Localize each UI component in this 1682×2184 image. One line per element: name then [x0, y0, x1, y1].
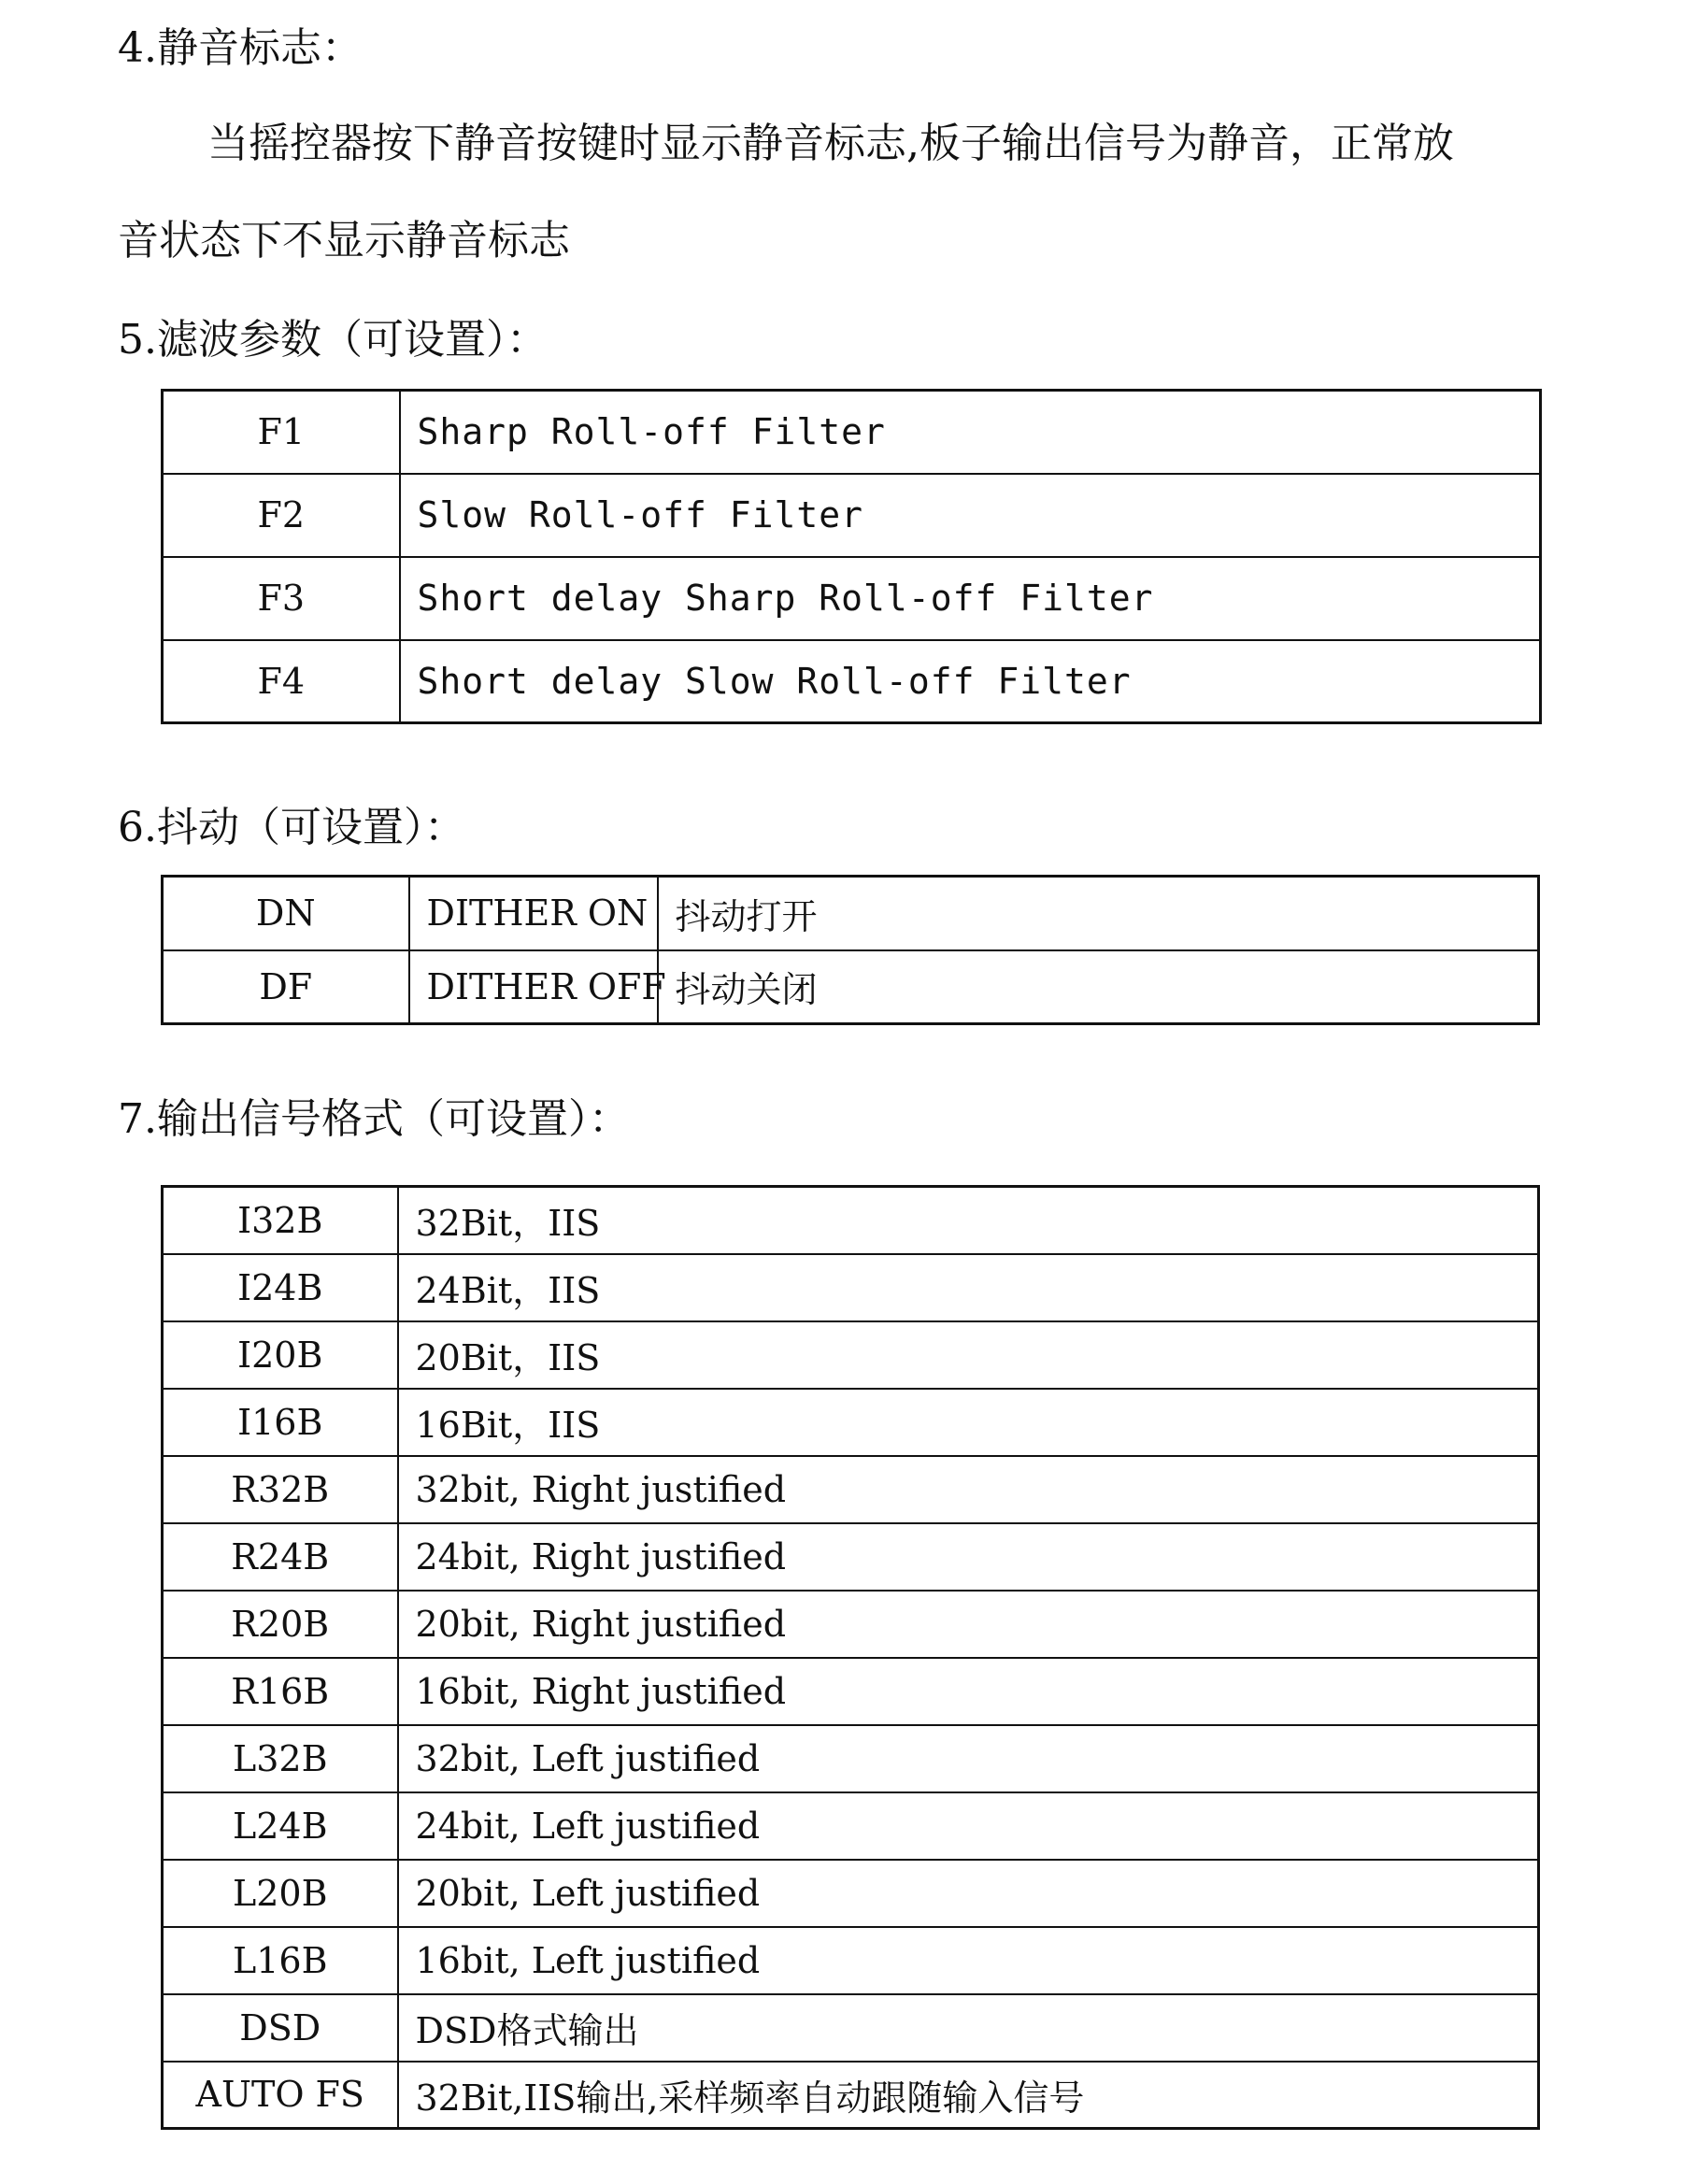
filter-code-cell: F1	[163, 391, 400, 474]
filter-code-cell: F3	[163, 557, 400, 640]
output-code-cell: I16B	[163, 1389, 398, 1456]
output-description-cell: 16Bit，IIS	[398, 1389, 1539, 1456]
table-row	[163, 950, 1539, 1024]
table-row	[163, 391, 1541, 474]
output-code-cell: L16B	[163, 1927, 398, 1994]
table-row	[163, 1523, 1539, 1591]
output-code-cell: R20B	[163, 1591, 398, 1658]
output-description-cell: 16bit, Left justified	[398, 1927, 1539, 1994]
table-row	[163, 1187, 1539, 1254]
mute-description-line-2: 音状态下不显示静音标志	[118, 217, 570, 264]
output-code-cell: L24B	[163, 1792, 398, 1860]
table-row	[163, 1860, 1539, 1927]
output-description-cell: 20bit, Right justified	[398, 1591, 1539, 1658]
output-code-cell: I32B	[163, 1187, 398, 1254]
filter-description-cell: Short delay Slow Roll-off Filter	[400, 640, 1541, 723]
output-description-cell: DSD格式输出	[398, 1994, 1539, 2062]
output-description-cell: 32Bit,IIS输出,采样频率自动跟随输入信号	[398, 2062, 1539, 2129]
output-code-cell: L20B	[163, 1860, 398, 1927]
table-row	[163, 640, 1541, 723]
output-code-cell: R16B	[163, 1658, 398, 1725]
output-description-cell: 32bit, Right justified	[398, 1456, 1539, 1523]
output-description-cell: 20bit, Left justified	[398, 1860, 1539, 1927]
output-format-table	[161, 1185, 1540, 2130]
output-code-cell: I20B	[163, 1321, 398, 1389]
output-code-cell: AUTO FS	[163, 2062, 398, 2129]
table-row	[163, 2062, 1539, 2129]
output-code-cell: DSD	[163, 1994, 398, 2062]
table-row	[163, 877, 1539, 950]
table-row	[163, 1389, 1539, 1456]
table-row	[163, 1254, 1539, 1321]
table-row	[163, 1927, 1539, 1994]
table-row	[163, 1658, 1539, 1725]
output-description-cell: 20Bit，IIS	[398, 1321, 1539, 1389]
output-description-cell: 24bit, Right justified	[398, 1523, 1539, 1591]
filter-description-cell: Sharp Roll-off Filter	[400, 391, 1541, 474]
dither-table	[161, 875, 1540, 1025]
table-row	[163, 1994, 1539, 2062]
dither-section-heading: 6.抖动（可设置）：	[118, 804, 465, 851]
mute-section-heading: 4.静音标志：	[118, 24, 363, 72]
output-code-cell: R32B	[163, 1456, 398, 1523]
filter-code-cell: F4	[163, 640, 400, 723]
filter-code-cell: F2	[163, 474, 400, 557]
dither-description-cell: 抖动打开	[658, 877, 1539, 950]
table-row	[163, 474, 1541, 557]
dither-description-cell: 抖动关闭	[658, 950, 1539, 1024]
output-description-cell: 16bit, Right justified	[398, 1658, 1539, 1725]
dither-name-cell: DITHER OFF	[409, 950, 658, 1024]
table-row	[163, 1591, 1539, 1658]
dither-code-cell: DN	[163, 877, 409, 950]
table-row	[163, 1792, 1539, 1860]
table-row	[163, 1725, 1539, 1792]
mute-description-line-1: 当摇控器按下静音按键时显示静音标志,板子输出信号为静音，正常放	[207, 120, 1454, 167]
output-description-cell: 24bit, Left justified	[398, 1792, 1539, 1860]
dither-name-cell: DITHER ON	[409, 877, 658, 950]
table-row	[163, 1321, 1539, 1389]
output-code-cell: I24B	[163, 1254, 398, 1321]
output-description-cell: 32bit, Left justified	[398, 1725, 1539, 1792]
table-row	[163, 1456, 1539, 1523]
output-section-heading: 7.输出信号格式（可设置）：	[118, 1095, 630, 1143]
filter-description-cell: Short delay Sharp Roll-off Filter	[400, 557, 1541, 640]
filter-description-cell: Slow Roll-off Filter	[400, 474, 1541, 557]
table-row	[163, 557, 1541, 640]
output-code-cell: R24B	[163, 1523, 398, 1591]
dither-code-cell: DF	[163, 950, 409, 1024]
filter-section-heading: 5.滤波参数（可设置）：	[118, 316, 548, 364]
output-code-cell: L32B	[163, 1725, 398, 1792]
output-description-cell: 24Bit，IIS	[398, 1254, 1539, 1321]
filter-table	[161, 389, 1542, 724]
output-description-cell: 32Bit，IIS	[398, 1187, 1539, 1254]
